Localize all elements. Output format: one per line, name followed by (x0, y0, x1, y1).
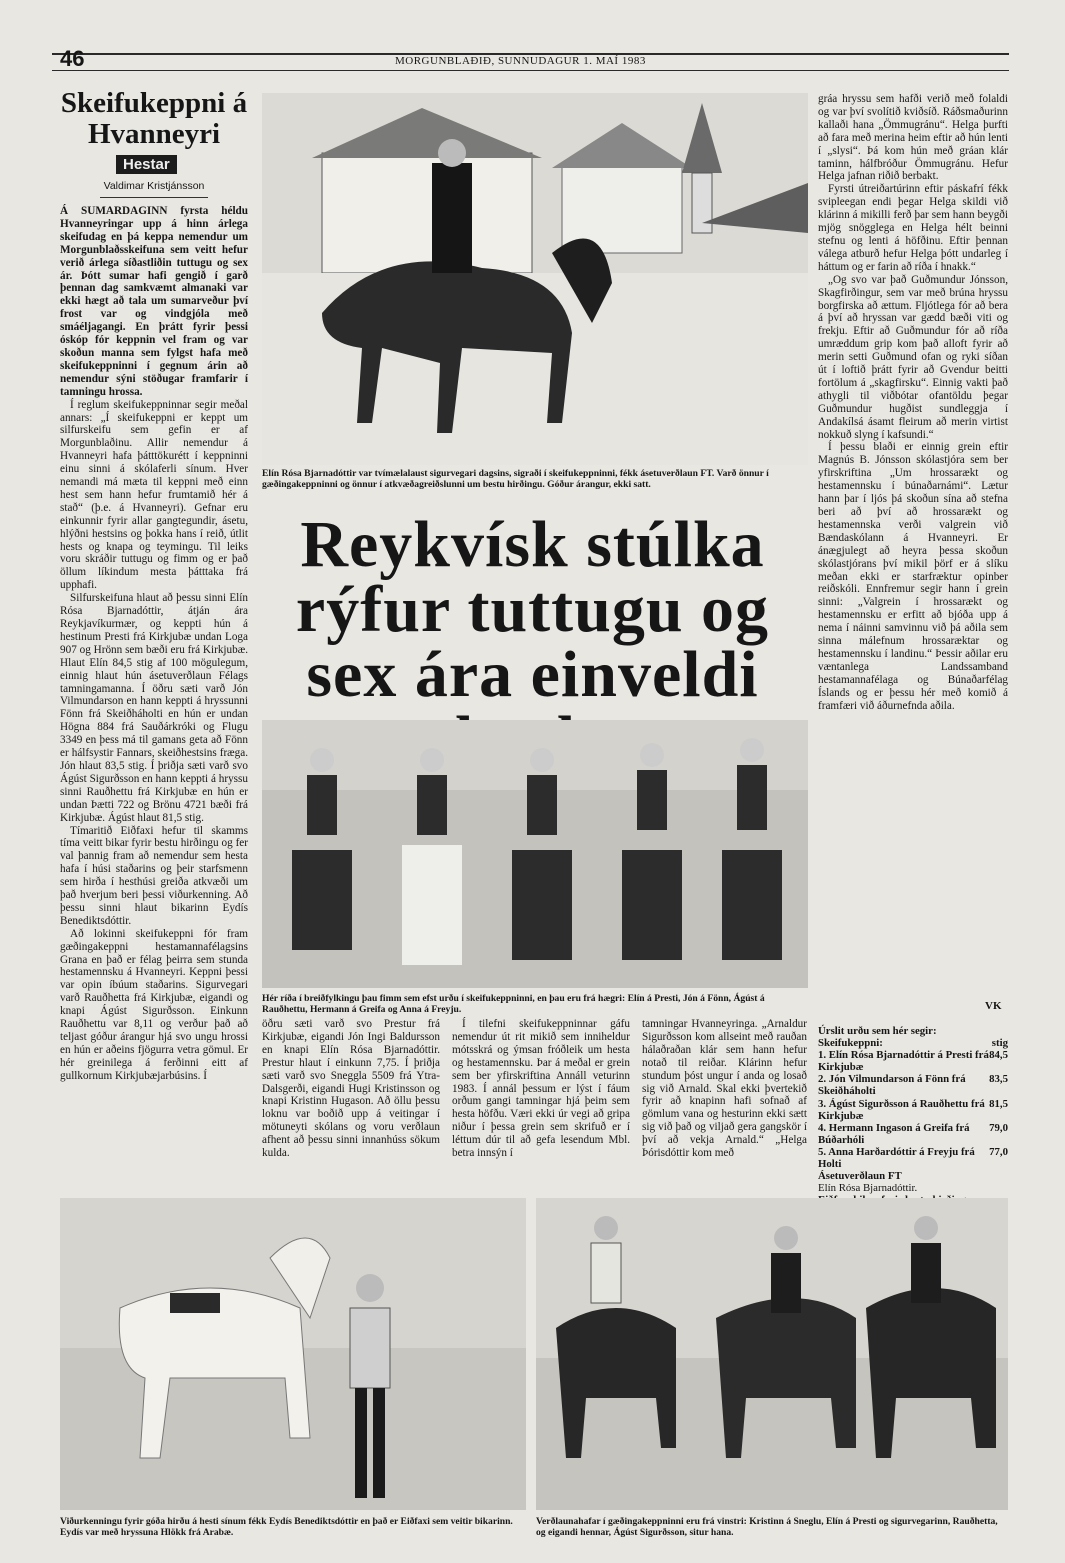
article-paragraph: Silfurskeifuna hlaut að þessu sinni Elín Rósa Bjarnadóttir, átján ára Reykjavíkurmær, og keppti hún á hestinum Presti frá Kirkjubæ undan Loga 907 og Hrönn sem bæði eru frá Kirkjubæ. Hlaut Elín 84,5 stig af 100 mögulegum, einnig hlaut hún ásetuverðlaun Félags tamningamanna. Í öðru sæti varð Jón Vilmundarson en hann keppti á hryssunni Fönn frá Skeiðháholti en hún er undan Högna 884 frá Sauðárkróki og Flugu 3349 en þess má til gamans geta að Fönn er hálfsystir Fannars, skeiðhestsins fræga. Jón hlaut 83,5 stig. Í þriðja sæti varð svo Ágúst Sigurðsson en hann keppti á hryssu sinni Rauðhettu frá Kirkjubæ en hún er undan Þætti 722 og Brönu 4721 bæði frá Kirkjubæ. Ágúst hlaut 81,5 stig. (60, 592, 248, 824)
results-row (818, 1146, 1008, 1170)
results-score: 83,5 (989, 1073, 1008, 1086)
article-column-mid2 (452, 1018, 630, 1160)
bottom-right-photo (536, 1198, 1008, 1510)
article-paragraph: gráa hryssu sem hafði verið með folaldi og var því svolítið kviðsíð. Ráðsmaðurinn kallaði hana „Ömmugránu“. Helga þurfti að fara með merina heim eftir að hún lenti í „slysi“. Þá kom hún með gráan klár taminn, hálfbróður Ömmugránu. Hefur Helga jafnan riðið berbakt. (818, 93, 1008, 183)
section-badge: Hestar (116, 155, 177, 174)
group-photo-caption: Hér ríða í breiðfylkingu þau fimm sem efst urðu í skeifukeppninni, en þau eru frá hægri: Elín á Presti, Jón á Fönn, Ágúst á Rauðhettu, Hermann á Greifa og Anna á Freyju. (262, 993, 765, 1015)
lead-paragraph: Á SUMARDAGINN fyrsta héldu Hvanneyringar upp á hinn árlega skeifudag en þá keppa nemendur um Morgunblaðsskeifuna sem veitt hefur verið árlega síðastliðin tuttugu og sex ár. Þótt sumar hafi gengið í garð þennan dag samkvæmt almanaki var ekki hægt að tala um sumarveður því frost var og vindgjóla með smáéljagangi. En þrátt fyrir þessi óskóp fór keppnin vel fram og var skoðun manna sem fylgst hafa með skeifukeppninni í gegnum árin að nemendur sýni stöðugar framfarir í tamningu hrossa. (60, 205, 248, 398)
results-category: Skeifukeppni: (818, 1037, 883, 1050)
results-score: 77,0 (989, 1145, 1008, 1158)
article-column-left (60, 205, 248, 1083)
top-photo-caption: Elín Rósa Bjarnadóttir var tvímælalaust sigurvegari dagsins, sigraði í skeifukeppninni, fékk ásetuverðlaun FT. Varð önnur í gæðingakeppninni og önnur í atkvæðagreiðslunni um bestu hirðingu. Góður árangur, ekki satt. (262, 468, 769, 490)
results-row (818, 1049, 1008, 1073)
results-row (818, 1122, 1008, 1146)
article-paragraph: Að lokinni skeifukeppni fór fram gæðingakeppni hestamannafélagsins Grana en það er félag þeirra sem stunda hestamennsku á Hvanneyri. Keppni þessi var opin íbúum staðarins. Sigurvegari varð Rauðhetta frá Kirkjubæ, eigandi og knapi Ágúst Sigurðsson. Einkunn Rauðhettu var 8,11 og verður það að teljast góður árangur hjá svo ungu hrossi en hún er aðeins fjögurra vetra gömul. Er hér greinilega á ferðinni eitt af gullkornum Kirkjubæjarbúsins. Í (60, 927, 248, 1082)
article-paragraph: Fyrsti útreiðartúrinn eftir páskafrí fékk svipleegan endi þegar Helga skildi við klárinn á mikilli ferð þar sem hann beygði mjög snögglega en Helga hélt beinni stefnu og lenti á höfðinu. Eftir þennan válega atburð hefur Helga þótt undarleg í háttum og er farin að ríða í hnakk.“ (818, 183, 1008, 273)
results-name: 4. Hermann Ingason á Greifa frá Búðarhóli (818, 1121, 970, 1146)
headline: Reykvísk stúlka rýfur tuttugu og sex ára einveldi (295, 508, 770, 711)
top-photo-image (262, 93, 808, 465)
results-name: 1. Elín Rósa Bjarnadóttir á Presti frá Kirkjubæ (818, 1049, 989, 1074)
results-name: 5. Anna Harðardóttir á Freyju frá Holti (818, 1145, 975, 1171)
results-name: 2. Jón Vilmundarson á Fönn frá Skeiðháholti (818, 1073, 966, 1098)
article-paragraph: öðru sæti varð svo Prestur frá Kirkjubæ, eigandi Jón Ingi Baldursson en knapi Elín Rósa Bjarnadóttir. Prestur hlaut í einkunn 7,75. Í þriðja sæti varð svo Sneggla 5509 frá Ytra-Dalsgerði, eigandi Hugi Kristinsson og knapi Kristinn Hugason. Að öllu þessu loknu var boðið upp á veitingar í mötuneyti skólans og voru verðlaun afhent að þessu sinni innanhúss sökum kulda. (262, 1018, 440, 1160)
article-paragraph: Í tilefni skeifukeppninnar gáfu nemendur út rit mikið sem inniheldur mótsskrá og ýmsan fróðleik um hesta og hestamennsku. Þar á meðal er grein sem ber yfirskriftina Annáll veturinn 1983. Í annál þessum er lýst í fáum orðum gangi tamningar hjá þeim sem hesta höfðu. Væri ekki úr vegi að gripa niður í þessa grein sem skrifuð er í léttum dúr til að gefa lesendum Mbl. betra innsýn í (452, 1018, 630, 1160)
page-number: 46 (60, 46, 85, 71)
results-name: 3. Ágúst Sigurðsson á Rauðhettu frá Kirkjubæ (818, 1097, 985, 1122)
results-heading: Úrslit urðu sem hér segir: (818, 1025, 937, 1037)
bottom-left-caption: Viðurkenningu fyrir góða hirðu á hesti sínum fékk Eydís Benediktsdóttir en það er Eiðfaxi sem veitir bikarinn. Eydís var með hryssuna Hlökk frá Arabæ. (60, 1516, 513, 1538)
results-row (818, 1098, 1008, 1122)
results-subheading (818, 1037, 1008, 1049)
group-photo (262, 720, 808, 988)
bottom-right-photo-image (536, 1198, 1008, 1510)
article-paragraph: Í reglum skeifukeppninnar segir meðal annars: „Í skeifukeppni er keppt um silfurskeifu sem gefin er af Morgunblaðinu. Allir nemendur á Hvanneyri hafa þátttökurétt í keppninni einu sinni á skólaferli sínum. Hver nemandi má mæta til keppni með einn hest sem hann hefur frumtamið hér á stað“ (þ.e. á Hvanneyri). Gefnar eru einkunnir fyrir allar gangtegundir, ásetu, hlýðni hestsins og þokka hans í reið, útlit hests og knapa og teymingu. Til leiks voru skráðir tuttugu og fimm og er það öllum líkindum mesta þátttaka frá upphafi. (60, 398, 248, 592)
article-paragraph: Tímaritið Eiðfaxi hefur til skamms tíma veitt bikar fyrir bestu hirðingu og fer val þannig fram að nemendur sem hesta hafa í húsi staðarins og þeir starfsmenn sem hirða í hesthúsi greiða atkvæði um það hverjum beri þessi viðurkenning. Að þessu sinni hlaut bikarinn Eydís Benediktsdóttir. (60, 824, 248, 927)
article-paragraph: „Og svo var það Guðmundur Jónsson, Skagfirðingur, sem var með brúna hryssu borgfirska að ættum. Fljótlega fór að bera á því að hryssan var gædd bæði viti og frekju. Eftir að Guðmundur fór að ríða umræddum grip kom það alloft fyrir að merin setti Guðmund ofan og ryki síðan út í loftið þrátt fyrir að Gvendur beitti fortölum á „skagfirsku“. Einnig vakti það athygli til viðbótar ofantöldu þegar Guðmundur hugðist sundleggja í Andakílsá ásamt fleirum að merin virtist nokkuð slyng í kafsundi.“ (818, 273, 1008, 441)
aset-title: Ásetuverðlaun FT (818, 1170, 902, 1183)
results-score: 84,5 (989, 1049, 1008, 1062)
bottom-right-caption: Verðlaunahafar í gæðingakeppninni eru frá vinstri: Kristinn á Sneglu, Elín á Presti og sigurvegarinn, Rauðhetta, og eigandi hennar, Ágúst Sigurðsson, situr hana. (536, 1516, 998, 1538)
bottom-left-photo (60, 1198, 526, 1510)
section-title: Skeifukeppni á Hvanneyri (60, 87, 248, 150)
results-score: 79,0 (989, 1121, 1008, 1134)
group-photo-image (262, 720, 808, 988)
top-photo (262, 93, 808, 465)
article-paragraph: tamningar Hvanneyringa. „Arnaldur Sigurðsson kom allseint með rauðan hálaðraðan klár sem hann hefur notað til reiðar. Klárinn hefur stundum þóst ungur í anda og losað sig við Arnald. Skal ekki þvertekið fyrir að knapinn hafi sofnað af gömlum vana og hesturinn ekki sætt sig við það og viljað gera gangskör í því að vekja Arnald.“ „Helga Þórisdóttir kom með (642, 1018, 807, 1160)
article-column-mid1 (262, 1018, 440, 1160)
article-paragraph: Í þessu blaði er einnig grein eftir Magnús B. Jónsson skólastjóra sem ber yfirskriftina „Um hrossarækt og hestamennsku í búnaðarnámi“. Lætur hann þar í ljós þá skoðun sína að stefna beri að því að hrossarækt og hestamennska verði valgrein við Bændaskólann á Hvanneyri. Er ánægjulegt að heyra þessa skoðun skólastjórans því mikil þörf er á slíku meðan ekki er starfræktur opinber reiðskóli. Ennfremur segir hann í grein sinni: „Valgrein í hrossarækt og hestamennsku er erfitt að bjóða upp á nema í náinni samvinnu við þá aðila sem sinna málefnum hrossaræktar og hestamennsku í landinu.“ Þessir aðilar eru væntanlega Landssamband hestamannafélaga og Búnaðarfélag Íslands og er þessu hér með komið á framfæri við áðurnefnda aðila. (818, 441, 1008, 712)
author-signature: VK (985, 1000, 1002, 1012)
byline: Valdimar Kristjánsson (103, 180, 205, 192)
header-rule-thin (52, 70, 1009, 71)
results-unit: stig (991, 1037, 1008, 1050)
aset-name: Elín Rósa Bjarnadóttir. (818, 1182, 918, 1195)
article-column-mid3 (642, 1018, 807, 1160)
masthead: MORGUNBLAÐIÐ, SUNNUDAGUR 1. MAÍ 1983 (395, 55, 646, 67)
byline-rule (100, 197, 208, 198)
results-row (818, 1073, 1008, 1097)
results-score: 81,5 (989, 1097, 1008, 1110)
article-column-right (818, 93, 1008, 713)
bottom-left-photo-image (60, 1198, 526, 1510)
